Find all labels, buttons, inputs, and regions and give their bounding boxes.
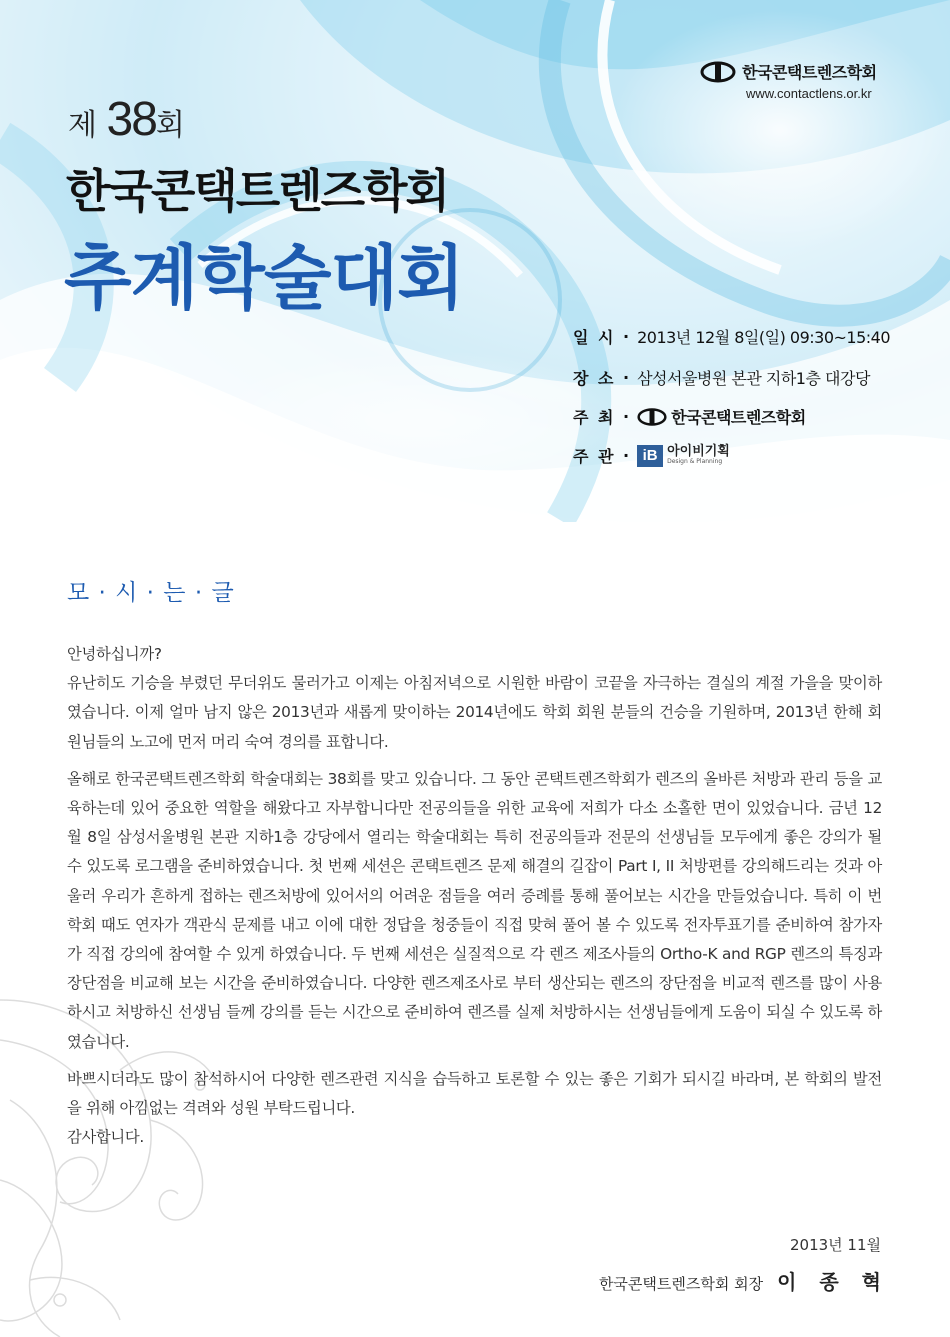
lens-logo-icon xyxy=(700,61,736,83)
edition-suffix: 회 xyxy=(155,108,185,143)
edition-number: 38 xyxy=(106,93,156,146)
ib-logo-icon: iB xyxy=(637,445,663,467)
event-title-line1: 한국콘택트렌즈학회 xyxy=(66,164,448,218)
bullet-dot: · xyxy=(623,327,630,346)
hero-banner xyxy=(0,0,950,522)
signer-name: 이 종 혁 xyxy=(777,1270,889,1294)
venue-value: 삼성서울병원 본관 지하1층 대강당 xyxy=(637,369,870,388)
date-value: 2013년 12월 8일(일) 09:30~15:40 xyxy=(637,328,891,347)
host-value: 한국콘택트렌즈학회 xyxy=(671,408,806,427)
letter-paragraph-2: 올해로 한국콘택트렌즈학회 학술대회는 38회를 맞고 있습니다. 그 동안 콘택트렌즈학회가 렌즈의 올바른 처방과 관리 등을 교육하는데 있어 중요한 역할을 해왔다고 자부합니다만 전공의들을 위한 교육에 저희가 다소 소홀한 면이 있었습니다. 금년 12월 8일 삼성서울병원 본관 지하1층 강당에서 열리는 학술대회는 특히 전공의들과 전문의 선생님들 모두에게 좋은 강의가 될 수 있도록 로그램을 준비하였습니다. 첫 번째 세션은 콘택트렌즈 문제 해결의 길잡이 Part I, II 처방편를 강의해드리는 것과 아울러 우리가 흔하게 접하는 렌즈처방에 있어서의 어려운 점들을 여러 증례를 통해 풀어보는 시간을 만들었습니다. 특히 이 번 학회 때도 연자가 객관식 문제를 내고 이에 대한 정답을 청중들이 직접 맞혀 풀어 볼 수 있도록 전자투표기를 준비하여 참가자가 직접 강의에 참여할 수 있게 하였습니다. 두 번째 세션은 실질적으로 각 렌즈 제조사들의 Ortho-K and RGP 렌즈의 특징과 장단점을 비교해 보는 시간을 준비하였습니다. 다양한 렌즈제조사로 부터 생산되는 렌즈의 장단점을 비교적 렌즈를 많이 사용하시고 처방하신 선생님 들께 강의를 듣는 시간으로 준비하여 렌즈를 실제 처방하시는 선생님들에게 도움이 되실 수 있도록 하였습니다. xyxy=(67,769,882,1051)
info-date xyxy=(573,325,890,348)
edition-prefix: 제 xyxy=(68,108,107,143)
signer-title: 한국콘택트렌즈학회 회장 xyxy=(598,1275,764,1293)
lens-logo-icon xyxy=(637,407,667,427)
website-url[interactable]: www.contactlens.or.kr xyxy=(746,86,872,101)
logo-text: 한국콘택트렌즈학회 xyxy=(742,63,877,82)
date-label: 일 시 xyxy=(573,328,616,347)
organizer-label: 주 관 xyxy=(573,447,616,466)
host-label: 주 최 xyxy=(573,408,616,427)
bullet-dot: · xyxy=(623,368,630,387)
letter-paragraph-1: 유난히도 기승을 부렸던 무더위도 물러가고 이제는 아침저녁으로 시원한 바람이 코끝을 자극하는 결실의 계절 가을을 맞이하였습니다. 이제 얼마 남지 않은 2013년과 새롭게 맞이하는 2014년에도 학회 회원 분들의 건승을 기원하며, 2013년 한해 회원님들의 노고에 먼저 머리 숙여 경의를 표합니다. xyxy=(67,674,882,751)
letter-closing: 감사합니다. xyxy=(67,1128,144,1147)
info-host xyxy=(573,405,806,428)
society-logo xyxy=(700,60,877,83)
edition-label xyxy=(68,92,185,147)
bullet-dot: · xyxy=(623,446,630,465)
organizer-tagline: Design & Planning xyxy=(667,457,723,465)
letter-date: 2013년 11월 xyxy=(789,1236,881,1254)
event-title-line2: 추계학술대회 xyxy=(64,237,464,319)
organizer-logo xyxy=(637,445,730,467)
info-venue xyxy=(573,366,870,389)
letter-greeting: 안녕하십니까? xyxy=(67,645,162,663)
letter-heading: 모 · 시 · 는 · 글 xyxy=(67,580,235,606)
venue-label: 장 소 xyxy=(573,369,616,388)
signature-block xyxy=(598,1266,889,1295)
invitation-letter-body xyxy=(67,640,882,1152)
letter-paragraph-3: 바쁘시더라도 많이 참석하시어 다양한 렌즈관련 지식을 습득하고 토론할 수 있는 좋은 기회가 되시길 바라며, 본 학회의 발전을 위해 아낌없는 격려와 성원 부탁드립니다. xyxy=(67,1069,882,1118)
bullet-dot: · xyxy=(623,407,630,426)
info-organizer xyxy=(573,444,730,467)
organizer-value: 아이비기획 xyxy=(667,443,730,459)
